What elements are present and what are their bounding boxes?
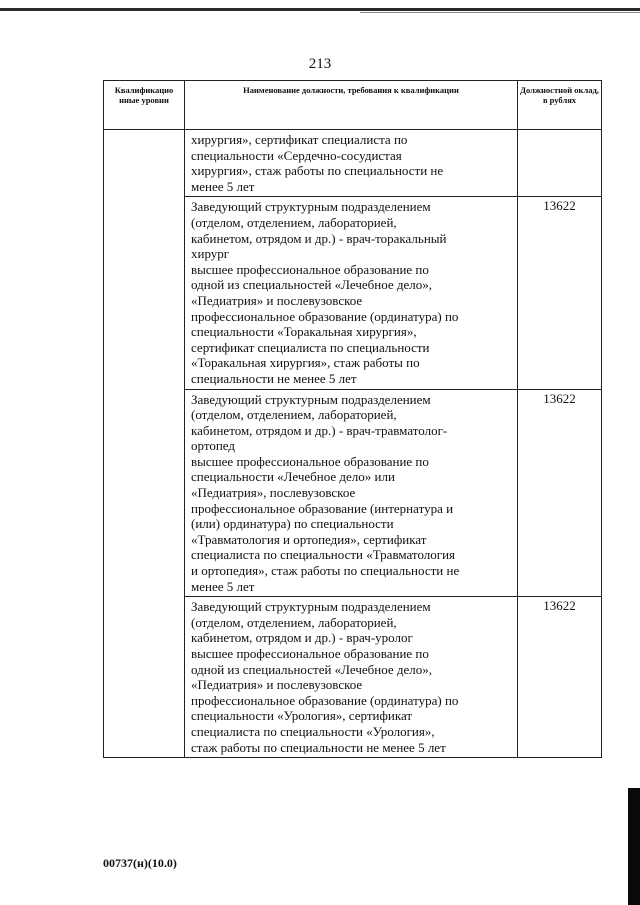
description-line: специальности «Торакальная хирургия»,	[191, 324, 417, 340]
description-line: одной из специальностей «Лечебное дело»,	[191, 661, 433, 677]
table-header-row	[104, 81, 602, 130]
description-line: «Педиатрия» и послевузовское	[191, 292, 363, 308]
description-line: профессиональное образование (интернатура и	[191, 500, 454, 516]
description-line: профессиональное образование (ординатура) по	[191, 308, 459, 324]
description-line: «Торакальная хирургия», стаж работы по	[191, 355, 420, 371]
header-levels: Квалификацио нные уровни	[104, 81, 185, 130]
description-line: (отделом, отделением, лабораторией,	[191, 407, 397, 423]
description-line: кабинетом, отрядом и др.) - врач-торакальный	[191, 230, 447, 246]
position-description	[185, 197, 518, 389]
position-description	[185, 130, 518, 197]
description-line: хирургия», сертификат специалиста по	[191, 132, 408, 147]
description-line: высшее профессиональное образование по	[191, 261, 429, 277]
description-line: (отделом, отделением, лабораторией,	[191, 614, 397, 630]
salary-cell	[518, 130, 602, 197]
qualification-table	[103, 80, 602, 758]
description-line: одной из специальностей «Лечебное дело»,	[191, 277, 433, 293]
description-line: ортопед	[191, 438, 236, 454]
description-line: хирург	[191, 246, 230, 262]
description-line: специальности «Сердечно-сосудистая	[191, 147, 402, 163]
description-line: «Педиатрия» и послевузовское	[191, 677, 363, 693]
description-line: высшее профессиональное образование по	[191, 646, 429, 661]
description-line: сертификат специалиста по специальности	[191, 339, 430, 355]
position-description	[185, 597, 518, 758]
description-line: менее 5 лет	[191, 578, 255, 594]
description-line: кабинетом, отрядом и др.) - врач-уролог	[191, 630, 413, 646]
description-line: Заведующий структурным подразделением	[191, 391, 431, 407]
description-line: кабинетом, отрядом и др.) - врач-травматолог-	[191, 422, 448, 438]
table-row	[104, 130, 602, 197]
description-line: (или) ординатура) по специальности	[191, 516, 394, 532]
description-line: и ортопедия», стаж работы по специальности не	[191, 563, 460, 579]
document-code: 00737(н)(10.0)	[103, 856, 177, 870]
page-number: 213	[308, 56, 332, 72]
position-description	[185, 389, 518, 597]
salary-cell: 13622	[518, 197, 602, 389]
description-line: специальности «Урология», сертификат	[191, 708, 413, 724]
scan-edge-top	[0, 8, 640, 11]
scan-edge-right	[628, 788, 640, 905]
description-line: «Педиатрия», послевузовское	[191, 485, 356, 501]
header-position-name: Наименование должности, требования к квалификации	[185, 81, 518, 130]
description-line: Заведующий структурным подразделением	[191, 199, 431, 215]
scan-edge-line	[360, 12, 640, 13]
salary-cell: 13622	[518, 597, 602, 758]
description-line: «Травматология и ортопедия», сертификат	[191, 531, 427, 547]
description-line: стаж работы по специальности не менее 5 лет	[191, 739, 446, 755]
description-line: Заведующий структурным подразделением	[191, 599, 431, 615]
description-line: (отделом, отделением, лабораторией,	[191, 214, 397, 230]
description-line: высшее профессиональное образование по	[191, 453, 429, 469]
description-line: профессиональное образование (ординатура) по	[191, 692, 459, 708]
description-line: специальности не менее 5 лет	[191, 370, 357, 386]
description-line: хирургия», стаж работы по специальности не	[191, 163, 444, 179]
salary-cell: 13622	[518, 389, 602, 597]
qualification-level-cell	[104, 130, 185, 758]
header-salary: Должностной оклад, в рублях	[518, 81, 602, 130]
description-line: менее 5 лет	[191, 178, 255, 194]
description-line: специалиста по специальности «Урология»,	[191, 723, 435, 739]
description-line: специалиста по специальности «Травматология	[191, 547, 456, 563]
description-line: специальности «Лечебное дело» или	[191, 469, 395, 485]
